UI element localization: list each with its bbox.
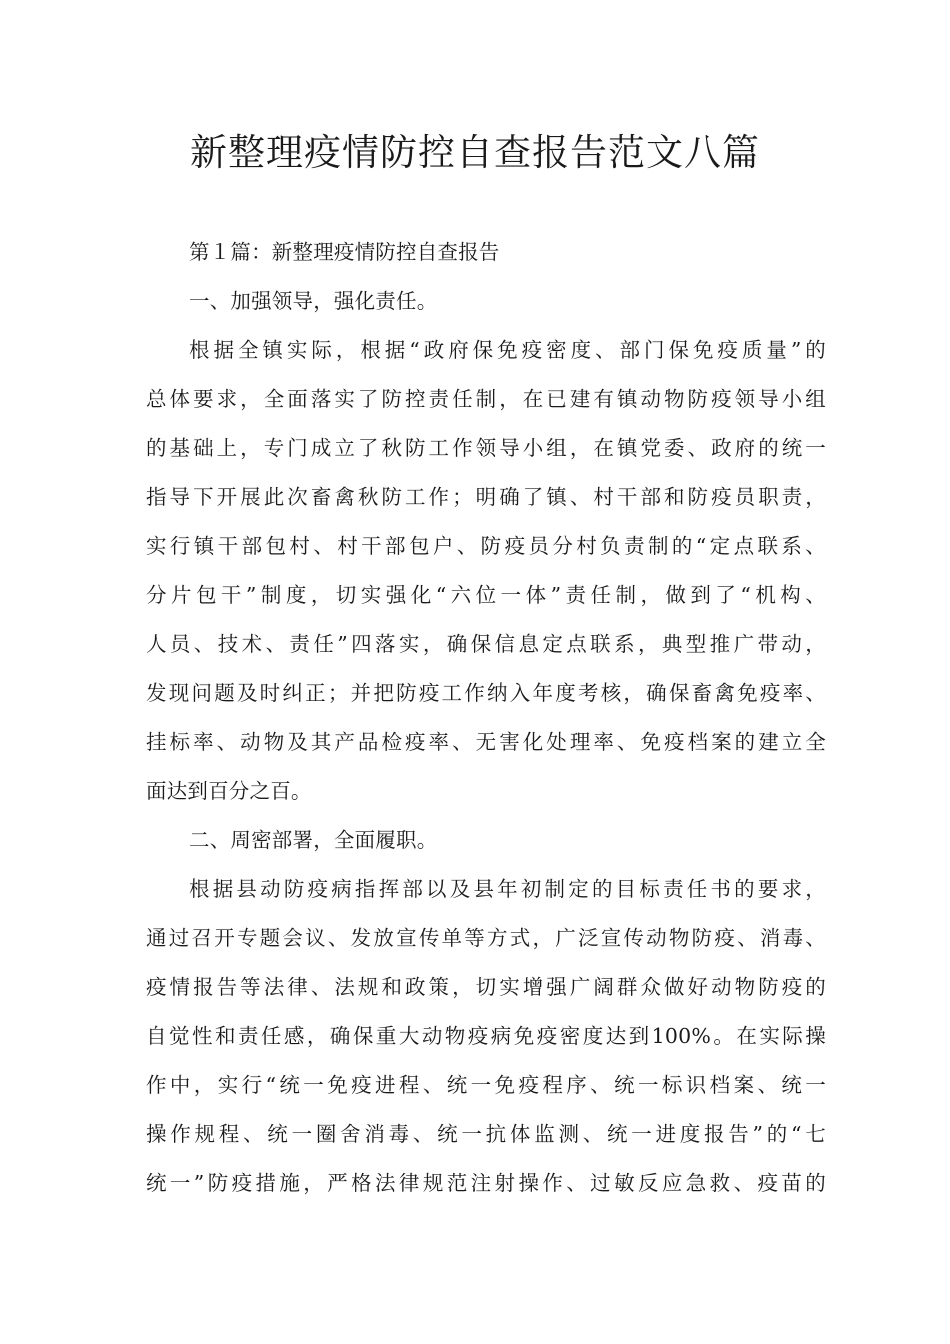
text-line: 指导下开展此次畜禽秋防工作；明确了镇、村干部和防疫员职责， [146, 485, 826, 509]
text-line: 疫情报告等法律、法规和政策，切实增强广阔群众做好动物防疫的 [146, 975, 826, 999]
text-line: 根据全镇实际，根据“政府保免疫密度、部门保免疫质量”的 [189, 338, 826, 362]
text-line: 操作规程、统一圈舍消毒、统一抗体监测、统一进度报告”的“七 [146, 1122, 826, 1146]
text-line: 根据县动防疫病指挥部以及县年初制定的目标责任书的要求， [189, 877, 826, 901]
text-line: 面达到百分之百。 [146, 779, 312, 803]
document-body [146, 228, 826, 1208]
text-line: 通过召开专题会议、发放宣传单等方式，广泛宣传动物防疫、消毒、 [146, 926, 826, 950]
text-line: 挂标率、动物及其产品检疫率、无害化处理率、免疫档案的建立全 [146, 730, 826, 754]
text-line: 人员、技术、责任”四落实，确保信息定点联系，典型推广带动， [146, 632, 826, 656]
text-line: 发现问题及时纠正；并把防疫工作纳入年度考核，确保畜禽免疫率、 [146, 681, 826, 705]
text-line: 统一”防疫措施，严格法律规范注射操作、过敏反应急救、疫苗的 [146, 1171, 826, 1195]
text-line: 第１篇：新整理疫情防控自查报告 [189, 240, 500, 264]
text-line: 二、周密部署，全面履职。 [189, 828, 438, 852]
text-line: 的基础上，专门成立了秋防工作领导小组，在镇党委、政府的统一 [146, 436, 826, 460]
text-line: 总体要求，全面落实了防控责任制，在已建有镇动物防疫领导小组 [146, 387, 826, 411]
text-line: 作中，实行“统一免疫进程、统一免疫程序、统一标识档案、统一 [146, 1073, 826, 1097]
text-line: 分片包干”制度，切实强化“六位一体”责任制，做到了“机构、 [146, 583, 826, 607]
text-line: 一、加强领导，强化责任。 [189, 289, 438, 313]
text-line: 实行镇干部包村、村干部包户、防疫员分村负责制的“定点联系、 [146, 534, 826, 558]
document-title: 新整理疫情防控自查报告范文八篇 [190, 131, 760, 174]
text-line: 自觉性和责任感，确保重大动物疫病免疫密度达到100%。在实际操 [146, 1024, 826, 1048]
